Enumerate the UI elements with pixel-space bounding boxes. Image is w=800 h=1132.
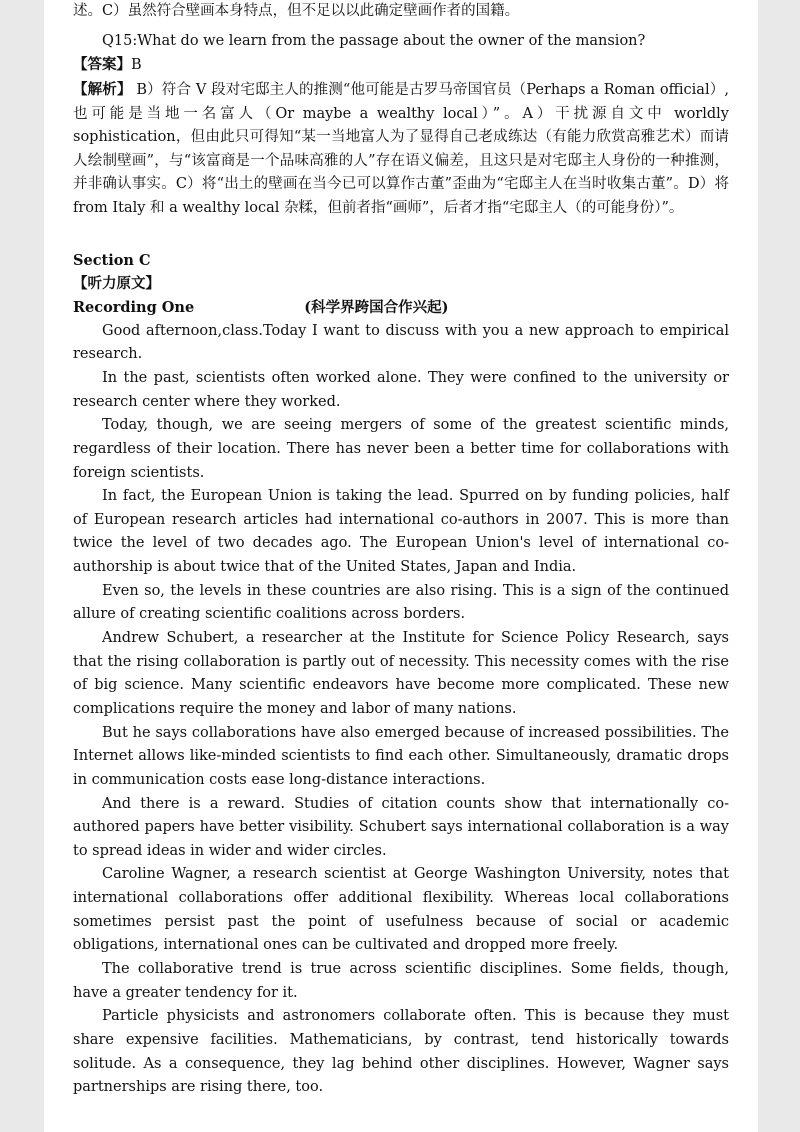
analysis-label: 【解析】: [73, 80, 132, 98]
transcript-paragraph: Today, though, we are seeing mergers of some of the greatest scientific minds, regardless of their location. There has never been a better time for collaborations with foreign scientists.: [73, 417, 729, 481]
transcript-paragraph: Even so, the levels in these countries are also rising. This is a sign of the continued allure of creating scientific coalitions across borders.: [73, 582, 729, 623]
transcript-paragraph: But he says collaborations have also emerged because of increased possibilities. The Internet allows like-minded scientists to find each other. Simultaneously, dramatic drops in communication costs ease long-distance interactions.: [73, 724, 729, 788]
document-page: [44, 0, 758, 1132]
transcript-label: 【听力原文】: [73, 275, 160, 293]
transcript-paragraph: Particle physicists and astronomers collaborate often. This is because they must share expensive facilities. Mathematicians, by contrast, tend historically towards solitude. As a consequence, they lag behind other disciplines. However, Wagner says partnerships are rising there, too.: [73, 1008, 729, 1096]
analysis-paragraph: [73, 78, 729, 221]
transcript-paragraph: Caroline Wagner, a research scientist at George Washington University, notes that international collaborations offer additional flexibility. Whereas local collaborations sometimes persist past the point of usefulness because of social or academic obligations, international ones can be cultivated and dropped more freely.: [73, 866, 729, 954]
transcript-paragraph: The collaborative trend is true across scientific disciplines. Some fields, though, have a greater tendency for it.: [73, 960, 729, 1001]
answer-line: [73, 53, 729, 78]
answer-value: B: [131, 57, 142, 74]
recording-heading: [73, 296, 729, 320]
analysis-text: B）符合 V 段对宅邸主人的推测“他可能是古罗马帝国官员（Perhaps a Roman official）,也可能是当地一名富人（Or maybe a wealthy local）”。A）干扰源自文中 worldly sophistication，但由此只可得知“某一当地富人为了显得自己老成练达（有能力欣赏高雅艺术）而请人绘制壁画”，与“该富商是一个品味高雅的人”存在语义偏差，且这只是对宅邸主人身份的一种推测，并非确认事实。C）将“出土的壁画在当今已可以算作古董”歪曲为“宅邸主人在当时收集古董”。D）将 from Italy 和 a wealthy local 杂糅，但前者指“画师”，后者才指“宅邸主人（的可能身份）”。: [73, 81, 729, 217]
transcript-paragraph: In the past, scientists often worked alone. They were confined to the university or research center where they worked.: [73, 369, 729, 410]
transcript-paragraph: Good afternoon,class.Today I want to discuss with you a new approach to empirical research.: [73, 322, 729, 363]
continued-analysis-line: 述。C）虽然符合壁画本身特点，但不足以以此确定壁画作者的国籍。: [73, 3, 520, 19]
answer-label: 【答案】: [73, 56, 131, 74]
question-text: Q15:What do we learn from the passage about the owner of the mansion?: [102, 32, 646, 49]
transcript-paragraph: In fact, the European Union is taking the lead. Spurred on by funding policies, half of European research articles had international co-authors in 2007. This is more than twice the level of two decades ago. The European Union's level of international co-authorship is about twice that of the United States, Japan and India.: [73, 488, 729, 576]
transcript-paragraph: Andrew Schubert, a researcher at the Institute for Science Policy Research, says that the rising collaboration is partly out of necessity. This necessity comes with the rise of big science. Many scientific endeavors have become more complicated. These new complications require the money and labor of many nations.: [73, 630, 729, 717]
section-title: Section C: [73, 251, 151, 269]
transcript-paragraph: And there is a reward. Studies of citation counts show that internationally co-authored papers have better visibility. Schubert says international collaboration is a way to spread ideas in wider and wider circles.: [73, 795, 729, 859]
recording-title: Recording One: [73, 299, 195, 317]
recording-note: (科学界跨国合作兴起): [304, 299, 449, 317]
document-content: [73, 0, 729, 1100]
